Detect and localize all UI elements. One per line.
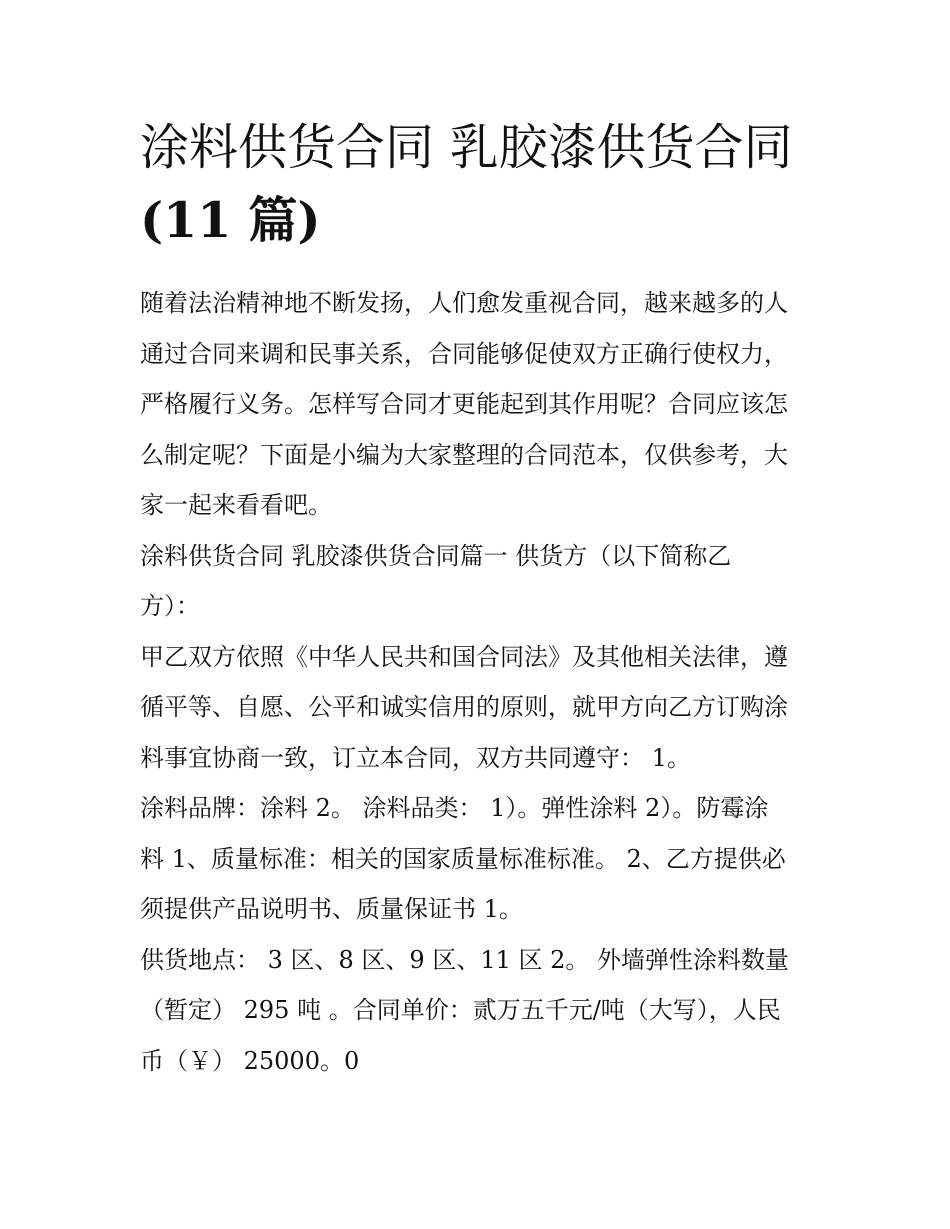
- paragraph-brand: [140, 783, 820, 935]
- text-line: 涂料供货合同 乳胶漆供货合同篇一 供货方（以下简称乙: [140, 541, 732, 570]
- text-line: 家一起来看看吧。: [140, 491, 332, 519]
- paragraph-supplier: [140, 531, 820, 632]
- text-line: （暂定） 295 吨 。合同单价：贰万五千元/吨（大写），人民: [140, 996, 781, 1024]
- text-line: 么制定呢？下面是小编为大家整理的合同范本，仅供参考，大: [140, 440, 788, 469]
- document-content: [140, 112, 820, 1086]
- text-line: 循平等、自愿、公平和诚实信用的原则，就甲方向乙方订购涂: [140, 693, 788, 721]
- paragraph-delivery: [140, 935, 820, 1087]
- text-line: 料 1、质量标准：相关的国家质量标准标准。 2、乙方提供必: [140, 844, 786, 873]
- paragraph-intro: [140, 278, 820, 531]
- document-title: [140, 112, 820, 256]
- paragraph-agreement: [140, 632, 820, 784]
- text-line: 方）：: [140, 592, 200, 620]
- title-line: (11 篇): [140, 191, 321, 249]
- document-body: [140, 278, 820, 1086]
- text-line: 币（￥） 25000。0: [140, 1046, 360, 1075]
- text-line: 随着法治精神地不断发扬，人们愈发重视合同，越来越多的人: [140, 289, 788, 317]
- text-line: 供货地点： 3 区、8 区、9 区、11 区 2。 外墙弹性涂料数量: [140, 945, 790, 974]
- text-line: 涂料品牌：涂料 2。 涂料品类： 1）。弹性涂料 2）。防霉涂: [140, 794, 769, 822]
- title-line: 涂料供货合同 乳胶漆供货合同: [140, 119, 793, 176]
- text-line: 须提供产品说明书、质量保证书 1。: [140, 895, 523, 923]
- text-line: 严格履行义务。怎样写合同才更能起到其作用呢？合同应该怎: [140, 390, 788, 418]
- text-line: 通过合同来调和民事关系，合同能够促使双方正确行使权力，: [140, 339, 788, 368]
- text-line: 甲乙双方依照《中华人民共和国合同法》及其他相关法律，遵: [140, 642, 788, 671]
- text-line: 料事宜协商一致，订立本合同，双方共同遵守： 1。: [140, 743, 691, 772]
